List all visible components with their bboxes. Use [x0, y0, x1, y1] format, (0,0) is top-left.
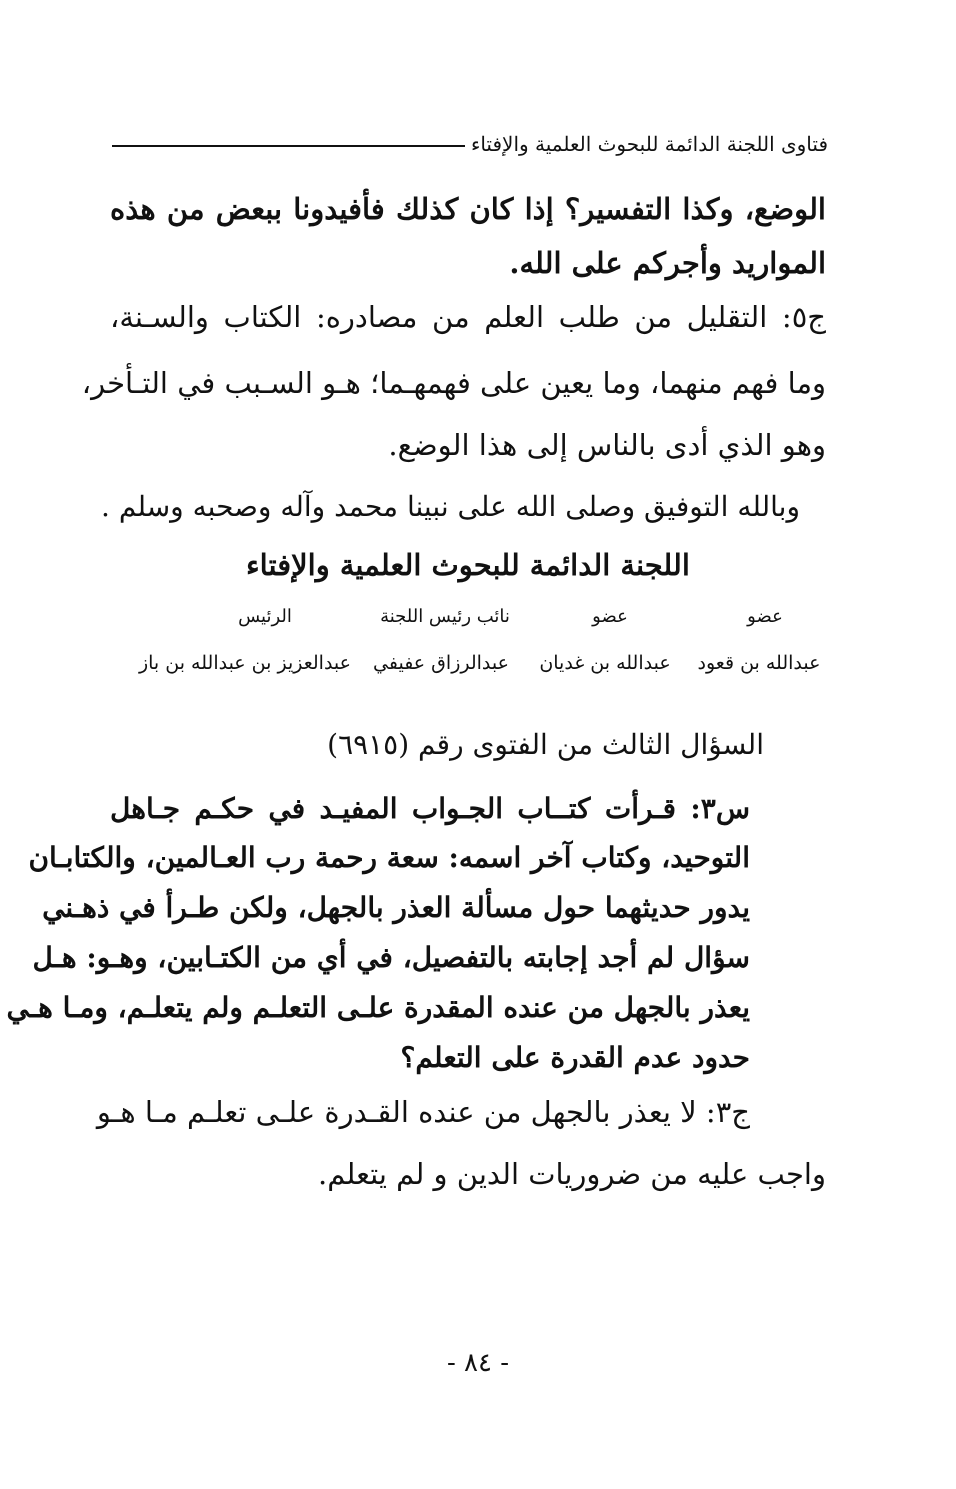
question-line-6: حدود عدم القدرة على التعلم؟ [400, 1041, 750, 1074]
question-line-2: التوحيد، وكتاب آخر اسمه: سعة رحمة رب العـالمين، والكتابـان [28, 841, 750, 874]
body-line-3: ج٥: التقليل من طلب العلم من مصادره: الكتاب والسـنة، [110, 300, 826, 334]
page-number: - ٨٤ - [446, 1348, 510, 1378]
question-line-4: سؤال لم أجد إجابته بالتفصيل، في أي من الكتـابين، وهـو: هـل [32, 941, 750, 974]
role-member-2: عضو [747, 606, 783, 627]
header-rule [112, 145, 465, 147]
body-line-1: الوضع، وكذا التفسير؟ إذا كان كذلك فأفيدونا ببعض من هذه [110, 192, 826, 226]
closing-line: وبالله التوفيق وصلى الله على نبينا محمد وآله وصحبه وسلم . [101, 490, 800, 523]
role-president: الرئيس [238, 606, 292, 627]
committee-title: اللجنة الدائمة للبحوث العلمية والإفتاء [246, 548, 690, 582]
signatory-names [130, 652, 830, 682]
body-line-5: وهو الذي أدى بالناس إلى هذا الوضع. [388, 428, 826, 462]
body-line-4: وما فهم منهما، وما يعين على فهمهـما؛ هـو السـبب في التـأخر، [81, 366, 826, 400]
question-heading: السؤال الثالث من الفتوى رقم (٦٩١٥) [327, 728, 764, 761]
question-line-1: س٣: قـرأت كتــاب الجـواب المفيـد في حكـم جـاهل [110, 792, 750, 825]
signatory-roles [130, 606, 830, 636]
name-vice-president: عبدالرزاق عفيفي [373, 652, 509, 674]
role-vice-president: نائب رئيس اللجنة [380, 606, 510, 627]
answer-line-2: واجب عليه من ضروريات الدين و لم يتعلم. [318, 1157, 826, 1191]
body-line-2: الموارید وأجركم على الله. [509, 246, 826, 280]
header-title: فتاوى اللجنة الدائمة للبحوث العلمية والإفتاء [470, 132, 828, 156]
question-line-3: يدور حديثهما حول مسألة العذر بالجهل، ولكن طـرأ في ذهـني [42, 891, 750, 924]
name-president: عبدالعزيز بن عبدالله بن باز [138, 652, 352, 674]
question-line-5: يعذر بالجهل من عنده المقدرة علـى التعلـم ولم يتعلـم، ومـا هـي [6, 991, 750, 1024]
name-member-1: عبدالله بن غديان [539, 652, 671, 674]
running-header [112, 124, 828, 164]
answer-line-1: ج٣: لا يعذر بالجهل من عنده القـدرة علـى تعلـم مـا هـو [96, 1095, 750, 1129]
name-member-2: عبدالله بن قعود [697, 652, 821, 674]
role-member-1: عضو [592, 606, 628, 627]
